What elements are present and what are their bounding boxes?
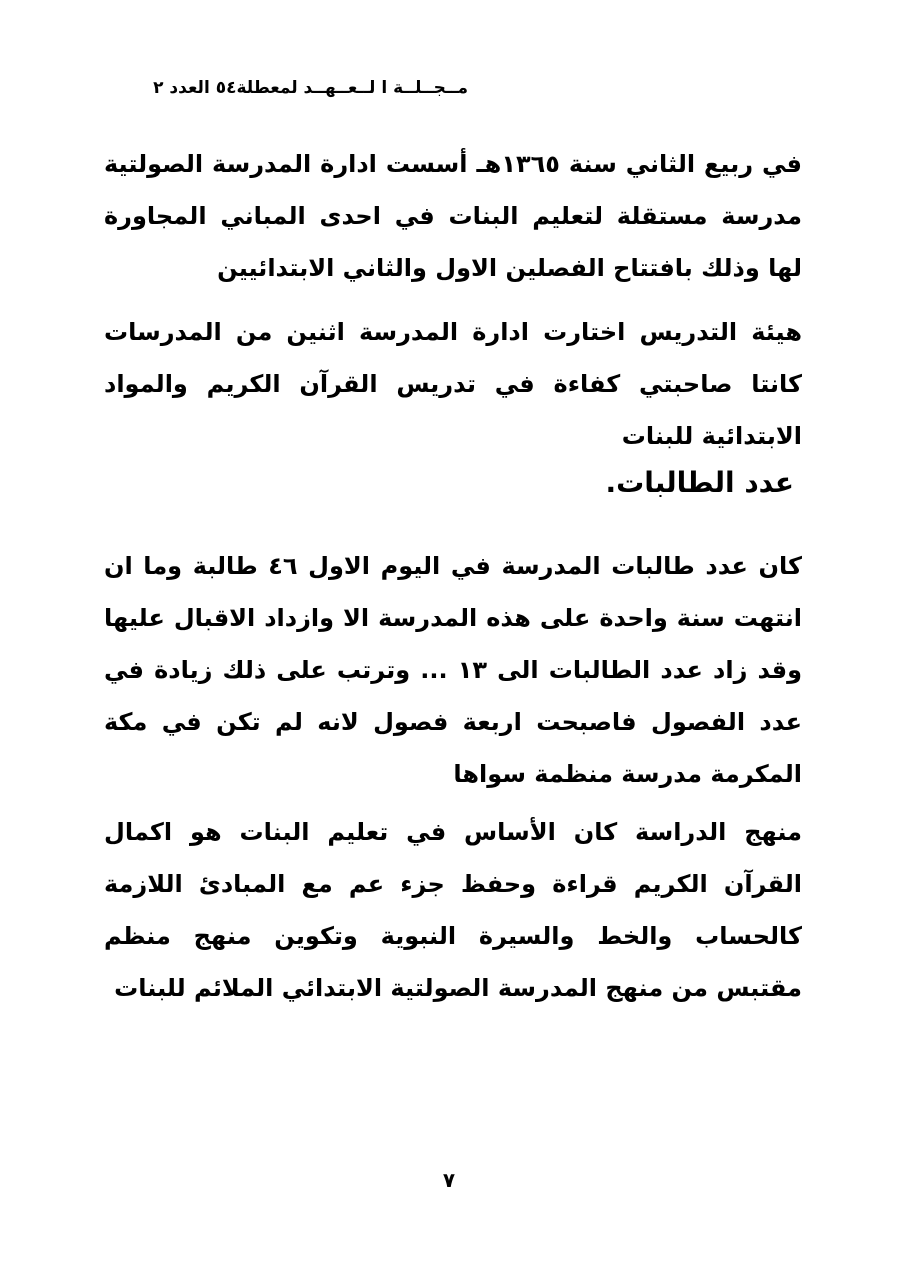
paragraph-student-count: كان عدد طالبات المدرسة في اليوم الاول ٤٦ طالبة وما ان انتهت سنة واحدة على هذه المدرسة الا وازداد الاقبال عليها وقد زاد عدد الطالبات الى ١٣ ... وترتب على ذلك زيادة في عدد الفصول فاصبحت اربعة فصول لانه لم تكن في مكة المكرمة مدرسة منظمة سواها [104, 552, 803, 788]
running-header: مــجــلــة ا لــعــهــد لمعطلة٥٤ العدد ٢ [153, 78, 468, 98]
paragraph-teaching-staff: هيئة التدريس اختارت ادارة المدرسة اثنين من المدرسات كانتا صاحبتي كفاءة في تدريس القرآن الكريم والمواد الابتدائية للبنات [104, 318, 802, 450]
paragraph-curriculum: منهج الدراسة كان الأساس في تعليم البنات هو اكمال القرآن الكريم قراءة وحفظ جزء عم مع المبادئ اللازمة كالحساب والخط والسيرة النبوية وتكوين منهج منظم مقتبس من منهج المدرسة الصولتية الابتدائي الملائم للبنات [104, 818, 802, 1002]
page-number: ٧ [442, 1168, 456, 1192]
paragraph-founding: في ربيع الثاني سنة ١٣٦٥هـ أسست ادارة المدرسة الصولتية مدرسة مستقلة لتعليم البنات في احدى المباني المجاورة لها وذلك بافتتاح الفصلين الاول والثاني الابتدائيين [104, 150, 803, 282]
section-heading: عدد الطالبات. [605, 466, 794, 499]
